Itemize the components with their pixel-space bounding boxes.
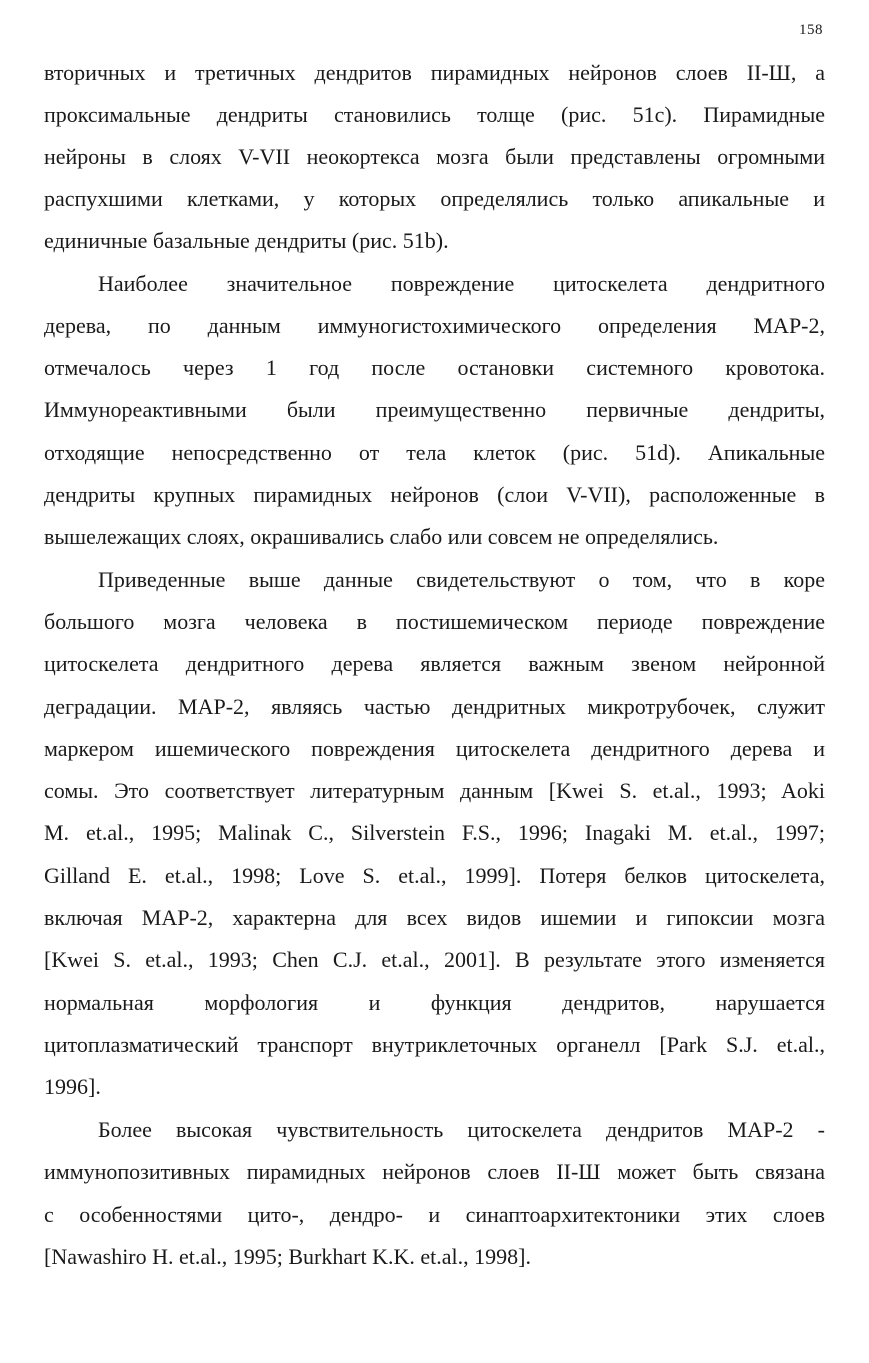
text-line: [Kwei S. et.al., 1993; Chen C.J. et.al., 2001]. В результате этого изменяется xyxy=(44,947,825,972)
text-line: отмечалось через 1 год после остановки системного кровотока. xyxy=(44,355,825,380)
text-line: распухшими клетками, у которых определялись только апикальные и xyxy=(44,186,825,211)
text-line: вторичных и третичных дендритов пирамидных нейронов слоев II-Ш, а xyxy=(44,60,825,85)
text-line: маркером ишемического повреждения цитоскелета дендритного дерева и xyxy=(44,736,825,761)
text-line: отходящие непосредственно от тела клеток (рис. 51d). Апикальные xyxy=(44,440,825,465)
page-number: 158 xyxy=(799,22,823,38)
text-line: Приведенные выше данные свидетельствуют о том, что в коре xyxy=(98,567,825,592)
text-line: цитоплазматический транспорт внутриклеточных органелл [Park S.J. et.al., xyxy=(44,1032,825,1057)
text-line: дендриты крупных пирамидных нейронов (слои V-VII), расположенные в xyxy=(44,482,825,507)
text-line: большого мозга человека в постишемическом периоде повреждение xyxy=(44,609,825,634)
text-line: сомы. Это соответствует литературным данным [Kwei S. et.al., 1993; Aoki xyxy=(44,778,825,803)
text-line: Более высокая чувствительность цитоскелета дендритов MAP-2 - xyxy=(98,1117,825,1142)
text-line: с особенностями цито-, дендро- и синаптоархитектоники этих слоев xyxy=(44,1202,825,1227)
text-line: проксимальные дендриты становились толще (рис. 51с). Пирамидные xyxy=(44,102,825,127)
text-line: M. et.al., 1995; Malinak C., Silverstein F.S., 1996; Inagaki M. et.al., 1997; xyxy=(44,820,825,845)
text-line: включая MAP-2, характерна для всех видов ишемии и гипоксии мозга xyxy=(44,905,825,930)
text-line: цитоскелета дендритного дерева является важным звеном нейронной xyxy=(44,651,825,676)
text-line: иммунопозитивных пирамидных нейронов слоев II-Ш может быть связана xyxy=(44,1159,825,1184)
text-line: единичные базальные дендриты (рис. 51b). xyxy=(44,228,449,253)
text-line: нормальная морфология и функция дендритов, нарушается xyxy=(44,990,825,1015)
text-line: Иммунореактивными были преимущественно первичные дендриты, xyxy=(44,397,825,422)
text-line: деградации. MAP-2, являясь частью дендритных микротрубочек, служит xyxy=(44,694,825,719)
text-line: Наиболее значительное повреждение цитоскелета дендритного xyxy=(98,271,825,296)
text-line: нейроны в слоях V-VII неокортекса мозга были представлены огромными xyxy=(44,144,825,169)
text-line: Gilland E. et.al., 1998; Love S. et.al., 1999]. Потеря белков цитоскелета, xyxy=(44,863,825,888)
text-line: 1996]. xyxy=(44,1074,101,1099)
text-line: дерева, по данным иммуногистохимического определения MAP-2, xyxy=(44,313,825,338)
text-line: [Nawashiro H. et.al., 1995; Burkhart K.K. et.al., 1998]. xyxy=(44,1244,531,1269)
text-line: вышележащих слоях, окрашивались слабо или совсем не определялись. xyxy=(44,524,719,549)
